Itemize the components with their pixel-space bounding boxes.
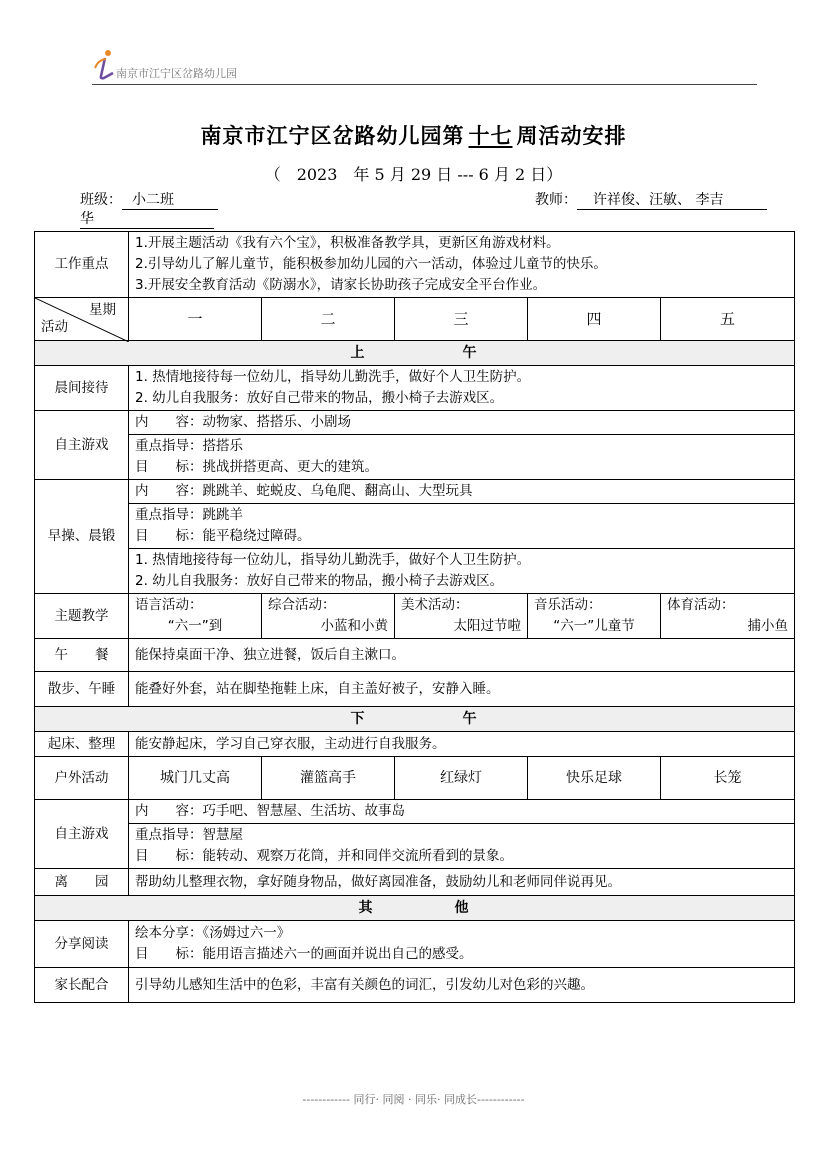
exercise-content-line: 内 容：跳跳羊、蛇蜕皮、乌龟爬、翻高山、大型玩具 xyxy=(135,483,473,499)
title-prefix: 南京市江宁区岔路幼儿园第 xyxy=(200,123,465,148)
reception-label: 晨间接待 xyxy=(35,366,129,411)
outdoor-fri: 长笼 xyxy=(661,757,795,800)
teaching-name: 小蓝和小黄 xyxy=(320,618,388,634)
teaching-name: “六一”儿童节 xyxy=(553,618,635,634)
teaching-wed xyxy=(395,594,528,639)
lunch-row xyxy=(35,639,795,672)
parents-row xyxy=(35,968,795,1003)
weekday-row xyxy=(35,298,795,341)
title-suffix: 周活动安排 xyxy=(516,123,627,148)
nap-label: 散步、午睡 xyxy=(35,672,129,707)
section-morning: 上 午 xyxy=(35,341,795,366)
exercise-focus: 重点指导：跳跳羊 xyxy=(135,507,243,523)
pm-freeplay-goal: 目 标：能转动、观察万花筒，并和同伴交流所看到的景象。 xyxy=(135,848,513,864)
focus-line: 1.开展主题活动《我有六个宝》，积极准备教学具，更新区角游戏材料。 xyxy=(135,235,560,251)
exercise-line: 1. 热情地接待每一位幼儿，指导幼儿勤洗手，做好个人卫生防护。 xyxy=(135,552,531,568)
diag-activity: 活动 xyxy=(41,319,68,335)
teaching-name: “六一”到 xyxy=(167,618,223,634)
teacher-overflow: 华 xyxy=(80,208,214,229)
outdoor-row xyxy=(35,757,795,800)
class-info xyxy=(80,189,218,210)
nap-row xyxy=(35,672,795,707)
teaching-mon xyxy=(129,594,262,639)
teaching-label: 主题教学 xyxy=(35,594,129,639)
page-header xyxy=(92,44,757,85)
morning-freeplay-row xyxy=(35,411,795,480)
outdoor-thu: 快乐足球 xyxy=(528,757,661,800)
pm-freeplay-label: 自主游戏 xyxy=(35,800,129,869)
pm-freeplay-focus: 重点指导：智慧屋 xyxy=(135,827,243,843)
reading-label: 分享阅读 xyxy=(35,921,129,968)
teaching-head: 音乐活动： xyxy=(534,597,602,613)
nap-content: 能叠好外套，站在脚垫拖鞋上床，自主盖好被子，安静入睡。 xyxy=(129,672,795,707)
freeplay-focus: 重点指导：搭搭乐 xyxy=(135,438,243,454)
schedule-table xyxy=(34,231,795,1003)
section-afternoon: 下 午 xyxy=(35,707,795,732)
teaching-head: 体育活动： xyxy=(667,597,735,613)
outdoor-wed: 红绿灯 xyxy=(395,757,528,800)
class-label: 班级： xyxy=(80,192,122,208)
reception-line: 1. 热情地接待每一位幼儿，指导幼儿勤洗手，做好个人卫生防护。 xyxy=(135,369,531,385)
diag-weekday: 星期 xyxy=(89,302,116,318)
focus-label: 工作重点 xyxy=(35,232,129,298)
exercise-line: 2. 幼儿自我服务：放好自己带来的物品，搬小椅子去游戏区。 xyxy=(135,573,504,589)
teaching-head: 综合活动： xyxy=(268,597,336,613)
leave-content: 帮助幼儿整理衣物，拿好随身物品，做好离园准备，鼓励幼儿和老师同伴说再见。 xyxy=(129,869,795,896)
freeplay-focus-block xyxy=(129,434,794,479)
reading-row xyxy=(35,921,795,968)
freeplay-content xyxy=(129,411,795,480)
pm-freeplay-focus-block xyxy=(129,823,794,868)
day-tue: 二 xyxy=(262,298,395,341)
exercise-row xyxy=(35,480,795,594)
teacher-info xyxy=(535,189,767,210)
freeplay-goal: 目 标：挑战拼搭更高、更大的建筑。 xyxy=(135,459,378,475)
leave-row xyxy=(35,869,795,896)
focus-line: 2.引导幼儿了解儿童节，能积极参加幼儿园的六一活动，体验过儿童节的快乐。 xyxy=(135,256,607,272)
other-section xyxy=(35,896,795,921)
teacher-value: 许祥俊、汪敏、 李吉 xyxy=(577,189,767,210)
reception-row xyxy=(35,366,795,411)
reading-content xyxy=(129,921,795,968)
teaching-tue xyxy=(262,594,395,639)
page-title xyxy=(0,120,827,150)
freeplay-label: 自主游戏 xyxy=(35,411,129,480)
teaching-fri xyxy=(661,594,795,639)
wake-row xyxy=(35,732,795,757)
day-thu: 四 xyxy=(528,298,661,341)
header-school-name: 南京市江宁区岔路幼儿园 xyxy=(116,67,237,80)
title-week: 十七 xyxy=(468,123,513,148)
exercise-label: 早操、晨锻 xyxy=(35,480,129,594)
afternoon-freeplay-row xyxy=(35,800,795,869)
reading-goal: 目 标：能用语言描述六一的画面并说出自己的感受。 xyxy=(135,946,473,962)
exercise-content xyxy=(129,480,795,594)
exercise-goal: 目 标：能平稳绕过障碍。 xyxy=(135,528,311,544)
teaching-thu xyxy=(528,594,661,639)
outdoor-mon: 城门几丈高 xyxy=(129,757,262,800)
teacher-label: 教师： xyxy=(535,192,577,208)
outdoor-tue: 灌篮高手 xyxy=(262,757,395,800)
focus-line: 3.开展安全教育活动《防溺水》，请家长协助孩子完成安全平台作业。 xyxy=(135,277,547,293)
day-mon: 一 xyxy=(129,298,262,341)
class-info-wrap xyxy=(80,208,214,229)
freeplay-content-line: 内 容：动物家、搭搭乐、小剧场 xyxy=(135,414,351,430)
parents-content: 引导幼儿感知生活中的色彩，丰富有关颜色的词汇，引发幼儿对色彩的兴趣。 xyxy=(129,968,795,1003)
school-logo-icon xyxy=(92,46,114,80)
lunch-label: 午 餐 xyxy=(35,639,129,672)
exercise-extra-block xyxy=(129,548,794,593)
diagonal-header xyxy=(35,298,129,341)
pm-freeplay-content-line: 内 容：巧手吧、智慧屋、生活坊、故事岛 xyxy=(135,803,405,819)
teaching-name: 捕小鱼 xyxy=(747,618,789,634)
teaching-head: 语言活动： xyxy=(135,597,203,613)
pm-freeplay-content xyxy=(129,800,795,869)
day-fri: 五 xyxy=(661,298,795,341)
section-other: 其 他 xyxy=(35,896,795,921)
page-footer: ------------ 同行· 同阅 · 同乐· 同成长------------ xyxy=(302,1093,525,1106)
outdoor-label: 户外活动 xyxy=(35,757,129,800)
afternoon-section xyxy=(35,707,795,732)
day-wed: 三 xyxy=(395,298,528,341)
teaching-name: 太阳过节啦 xyxy=(453,618,521,634)
reception-line: 2. 幼儿自我服务：放好自己带来的物品，搬小椅子去游戏区。 xyxy=(135,390,504,406)
date-range: （ 2023 年 5 月 29 日 --- 6 月 2 日） xyxy=(264,165,563,184)
class-value: 小二班 xyxy=(122,189,218,210)
wake-label: 起床、整理 xyxy=(35,732,129,757)
teaching-row xyxy=(35,594,795,639)
leave-label: 离 园 xyxy=(35,869,129,896)
wake-content: 能安静起床，学习自己穿衣服，主动进行自我服务。 xyxy=(129,732,795,757)
reception-content xyxy=(129,366,795,411)
exercise-focus-block xyxy=(129,503,794,548)
reading-book: 绘本分享：《汤姆过六一》 xyxy=(135,925,291,941)
focus-content xyxy=(129,232,795,298)
teaching-head: 美术活动： xyxy=(401,597,469,613)
focus-row xyxy=(35,232,795,298)
parents-label: 家长配合 xyxy=(35,968,129,1003)
lunch-content: 能保持桌面干净、独立进餐，饭后自主漱口。 xyxy=(129,639,795,672)
morning-section xyxy=(35,341,795,366)
